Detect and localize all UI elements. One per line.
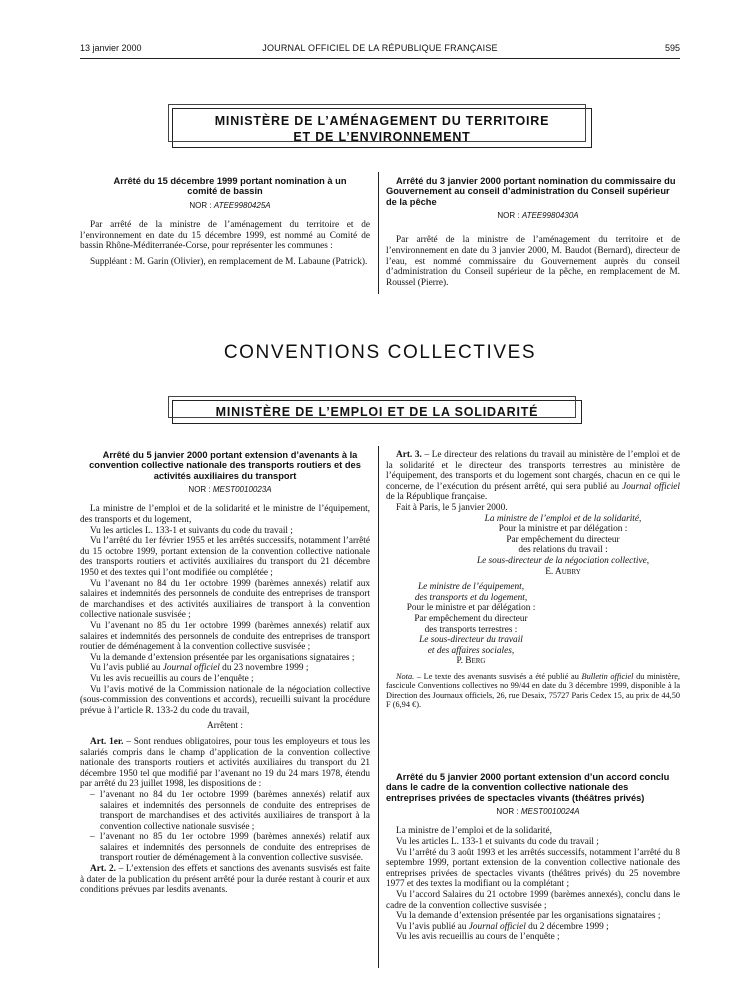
ministry-title-line1: MINISTÈRE DE L’AMÉNAGEMENT DU TERRITOIRE <box>214 114 550 128</box>
list-item: – l’avenant no 85 du 1er octobre 1999 (barèmes annexés) relatif aux salaires et indemnités des personnels de conduite des entreprises de transport routier de déménagement à la convention collective susvisée. <box>100 832 370 864</box>
arrete-transports-routiers-cont <box>386 450 680 710</box>
paragraph: Vu les avis recueillis au cours de l’enquête ; <box>396 932 560 943</box>
nor-reference: NOR : MEST0010024A <box>496 806 580 816</box>
arrete-comite-bassin <box>80 176 370 268</box>
arretent: Arrêtent : <box>207 721 243 732</box>
signature-block-1: La ministre de l’emploi et de la solidarité, Pour la ministre et par délégation : Par empêchement du directeur des relations du travail : Le sous-directeur de la négociation collective, E. Aubry <box>386 514 680 578</box>
paragraph: Vu l’avis publié au Journal officiel du 2 décembre 1999 ; <box>396 921 609 932</box>
paragraph: Vu l’avenant no 85 du 1er octobre 1999 (barèmes annexés) relatif aux salaires et indemnités des personnels de conduite des entreprises de transport routier de déménagement à la convention collective susvisée ; <box>80 621 370 653</box>
arrete-transports-routiers <box>80 450 370 896</box>
paragraph: Vu les articles L. 133-1 et suivants du code du travail ; <box>396 837 599 848</box>
paragraph: La ministre de l’emploi et de la solidarité, <box>396 826 552 837</box>
ministry-box-amenagement <box>172 108 592 148</box>
signatory-name: P. Berg <box>456 656 486 667</box>
article-2: Art. 2. – L’extension des effets et sanctions des avenants susvisés est faite à dater de la publication du présent arrêté pour la durée restant à courir et aux conditions prévues par lesdits avenants. <box>80 864 371 896</box>
paragraph: Vu l’arrêté du 1er février 1955 et les arrêtés successifs, notamment l’arrêté du 15 octobre 1999, portant extension de la convention collective nationale des transports routiers et activités auxiliaires du transport du 21 décembre 1950 et des textes qui l’ont modifiée ou complétée ; <box>80 536 370 579</box>
list-item: – l’avenant no 84 du 1er octobre 1999 (barèmes annexés) relatif aux salaires et indemnités des personnels de conduite des entreprises de transport de marchandises et des activités auxiliaires de transport à la convention collective nationale susvisée ; <box>100 790 370 832</box>
arrete-title: Arrêté du 5 janvier 2000 portant extension d’avenants à la convention collective nationale des transports routiers et des activités auxiliaires du transport <box>89 450 361 481</box>
header-date: 13 janvier 2000 <box>80 43 142 53</box>
nota: Nota. – Le texte des avenants susvisés a été publié au Bulletin officiel du ministère, fascicule Conventions collectives no 99/44 en date du 3 décembre 1999, disponible à la Direction des Journaux officiels, 26, rue Desaix, 75727 Paris Cedex 15, au prix de 44,50 F (6,94 €). <box>386 671 680 710</box>
paragraph: Vu l’avenant no 84 du 1er octobre 1999 (barèmes annexés) relatif aux salaires et indemnités des personnels de conduite des entreprises de transport de marchandises et des activités auxiliaires de transport à la convention collective nationale susvisée ; <box>80 578 370 621</box>
nor-reference: NOR : MEST0010023A <box>188 484 272 494</box>
ministry-box-emploi <box>172 400 582 424</box>
page-header <box>80 43 680 57</box>
paragraph: Vu l’avis motivé de la Commission nationale de la négociation collective (sous-commission des conventions et accords), recueilli suivant la procédure prévue à l’article R. 133-2 du code du travail, <box>80 684 370 716</box>
paragraph: Par arrêté de la ministre de l’aménagement du territoire et de l’environnement en date du 3 janvier 2000, M. Baudot (Bernard), directeur de l’eau, est nommé commissaire du Gouvernement auprès du conseil d’administration du Conseil supérieur de la pêche, en remplacement de M. Roussel (Pierre). <box>386 235 680 288</box>
paragraph: Vu la demande d’extension présentée par les organisations signataires ; <box>90 652 355 663</box>
arrete-title: Arrêté du 5 janvier 2000 portant extension d’un accord conclu dans le cadre de la convention collective nationale des entreprises privées de spectacles vivants (théâtres privés) <box>386 772 670 803</box>
arrete-title: Arrêté du 3 janvier 2000 portant nomination du commissaire du Gouvernement au conseil d’administration du Conseil supérieur de la pêche <box>386 176 676 207</box>
paragraph: Vu la demande d’extension présentée par les organisations signataires ; <box>396 911 661 922</box>
column-separator <box>378 172 379 294</box>
paragraph: Vu les avis recueillis au cours de l’enquête ; <box>90 673 254 684</box>
signatory-name: E. Aubry <box>545 566 581 577</box>
article-1: Art. 1er. – Sont rendues obligatoires, pour tous les employeurs et tous les salariés compris dans le champ d’application de la convention collective nationale des transports routiers et activités auxiliaires du transport du 21 décembre 1950 tel que modifié par l’avenant no 19 du 24 mars 1978, étendu par arrêté du 23 juillet 1998, les dispositions de : <box>80 736 370 790</box>
section-title: CONVENTIONS COLLECTIVES <box>223 342 537 363</box>
ministry-title-line1: MINISTÈRE DE L’EMPLOI ET DE LA SOLIDARITÉ <box>215 405 539 419</box>
arrete-title: Arrêté du 15 décembre 1999 portant nomination à un comité de bassin <box>113 176 347 197</box>
paragraph: Suppléant : M. Garin (Olivier), en remplacement de M. Labaune (Patrick). <box>90 256 368 267</box>
journal-title: JOURNAL OFFICIEL DE LA RÉPUBLIQUE FRANÇAISE <box>262 43 498 53</box>
paragraph: Vu l’arrêté du 3 août 1993 et les arrêtés successifs, notamment l’arrêté du 8 septembre 1999, portant extension de la convention collective nationale des entreprises privées de spectacles vivants (théâtres privés) du 25 novembre 1977 et des textes la modifiant ou la complétant ; <box>386 847 680 890</box>
page-number: 595 <box>664 43 680 53</box>
arrete-conseil-peche <box>386 176 680 288</box>
column-separator <box>378 446 379 968</box>
nor-reference: NOR : ATEE9980430A <box>497 210 579 220</box>
paragraph: Vu les articles L. 133-1 et suivants du code du travail ; <box>90 525 293 536</box>
nor-reference: NOR : ATEE9980425A <box>189 200 271 210</box>
article-3: Art. 3. – Le directeur des relations du travail au ministère de l’emploi et de la solidarité et le directeur des transports terrestres au ministère de l’équipement, des transports et du logement sont chargés, chacun en ce qui le concerne, de l’exécution du présent arrêté, qui sera publié au Journal officiel de la République française. <box>386 450 681 503</box>
fait-a-paris: Fait à Paris, le 5 janvier 2000. <box>396 502 508 513</box>
paragraph: La ministre de l’emploi et de la solidarité et le ministre de l’équipement, des transports et du logement, <box>80 504 370 526</box>
paragraph: Par arrêté de la ministre de l’aménagement du territoire et de l’environnement en date du 15 décembre 1999, est nommé au Comité de bassin Rhône-Méditerranée-Corse, pour représenter les communes : <box>80 220 370 252</box>
paragraph: Vu l’avis publié au Journal officiel du 23 novembre 1999 ; <box>90 663 309 674</box>
signature-block-2: Le ministre de l’équipement, des transports et du logement, Pour le ministre et par délégation : Par empêchement du directeur des transports terrestres : Le sous-directeur du travail et des affaires sociales, P. Berg <box>386 582 556 667</box>
article-1-list <box>80 790 370 864</box>
header-rule <box>80 58 680 59</box>
ministry-title-line2: ET DE L’ENVIRONNEMENT <box>293 130 471 144</box>
paragraph: Vu l’accord Salaires du 21 octobre 1999 (barèmes annexés), conclu dans le cadre de la convention collective susvisée ; <box>386 890 680 911</box>
arrete-spectacles-vivants <box>386 772 680 943</box>
